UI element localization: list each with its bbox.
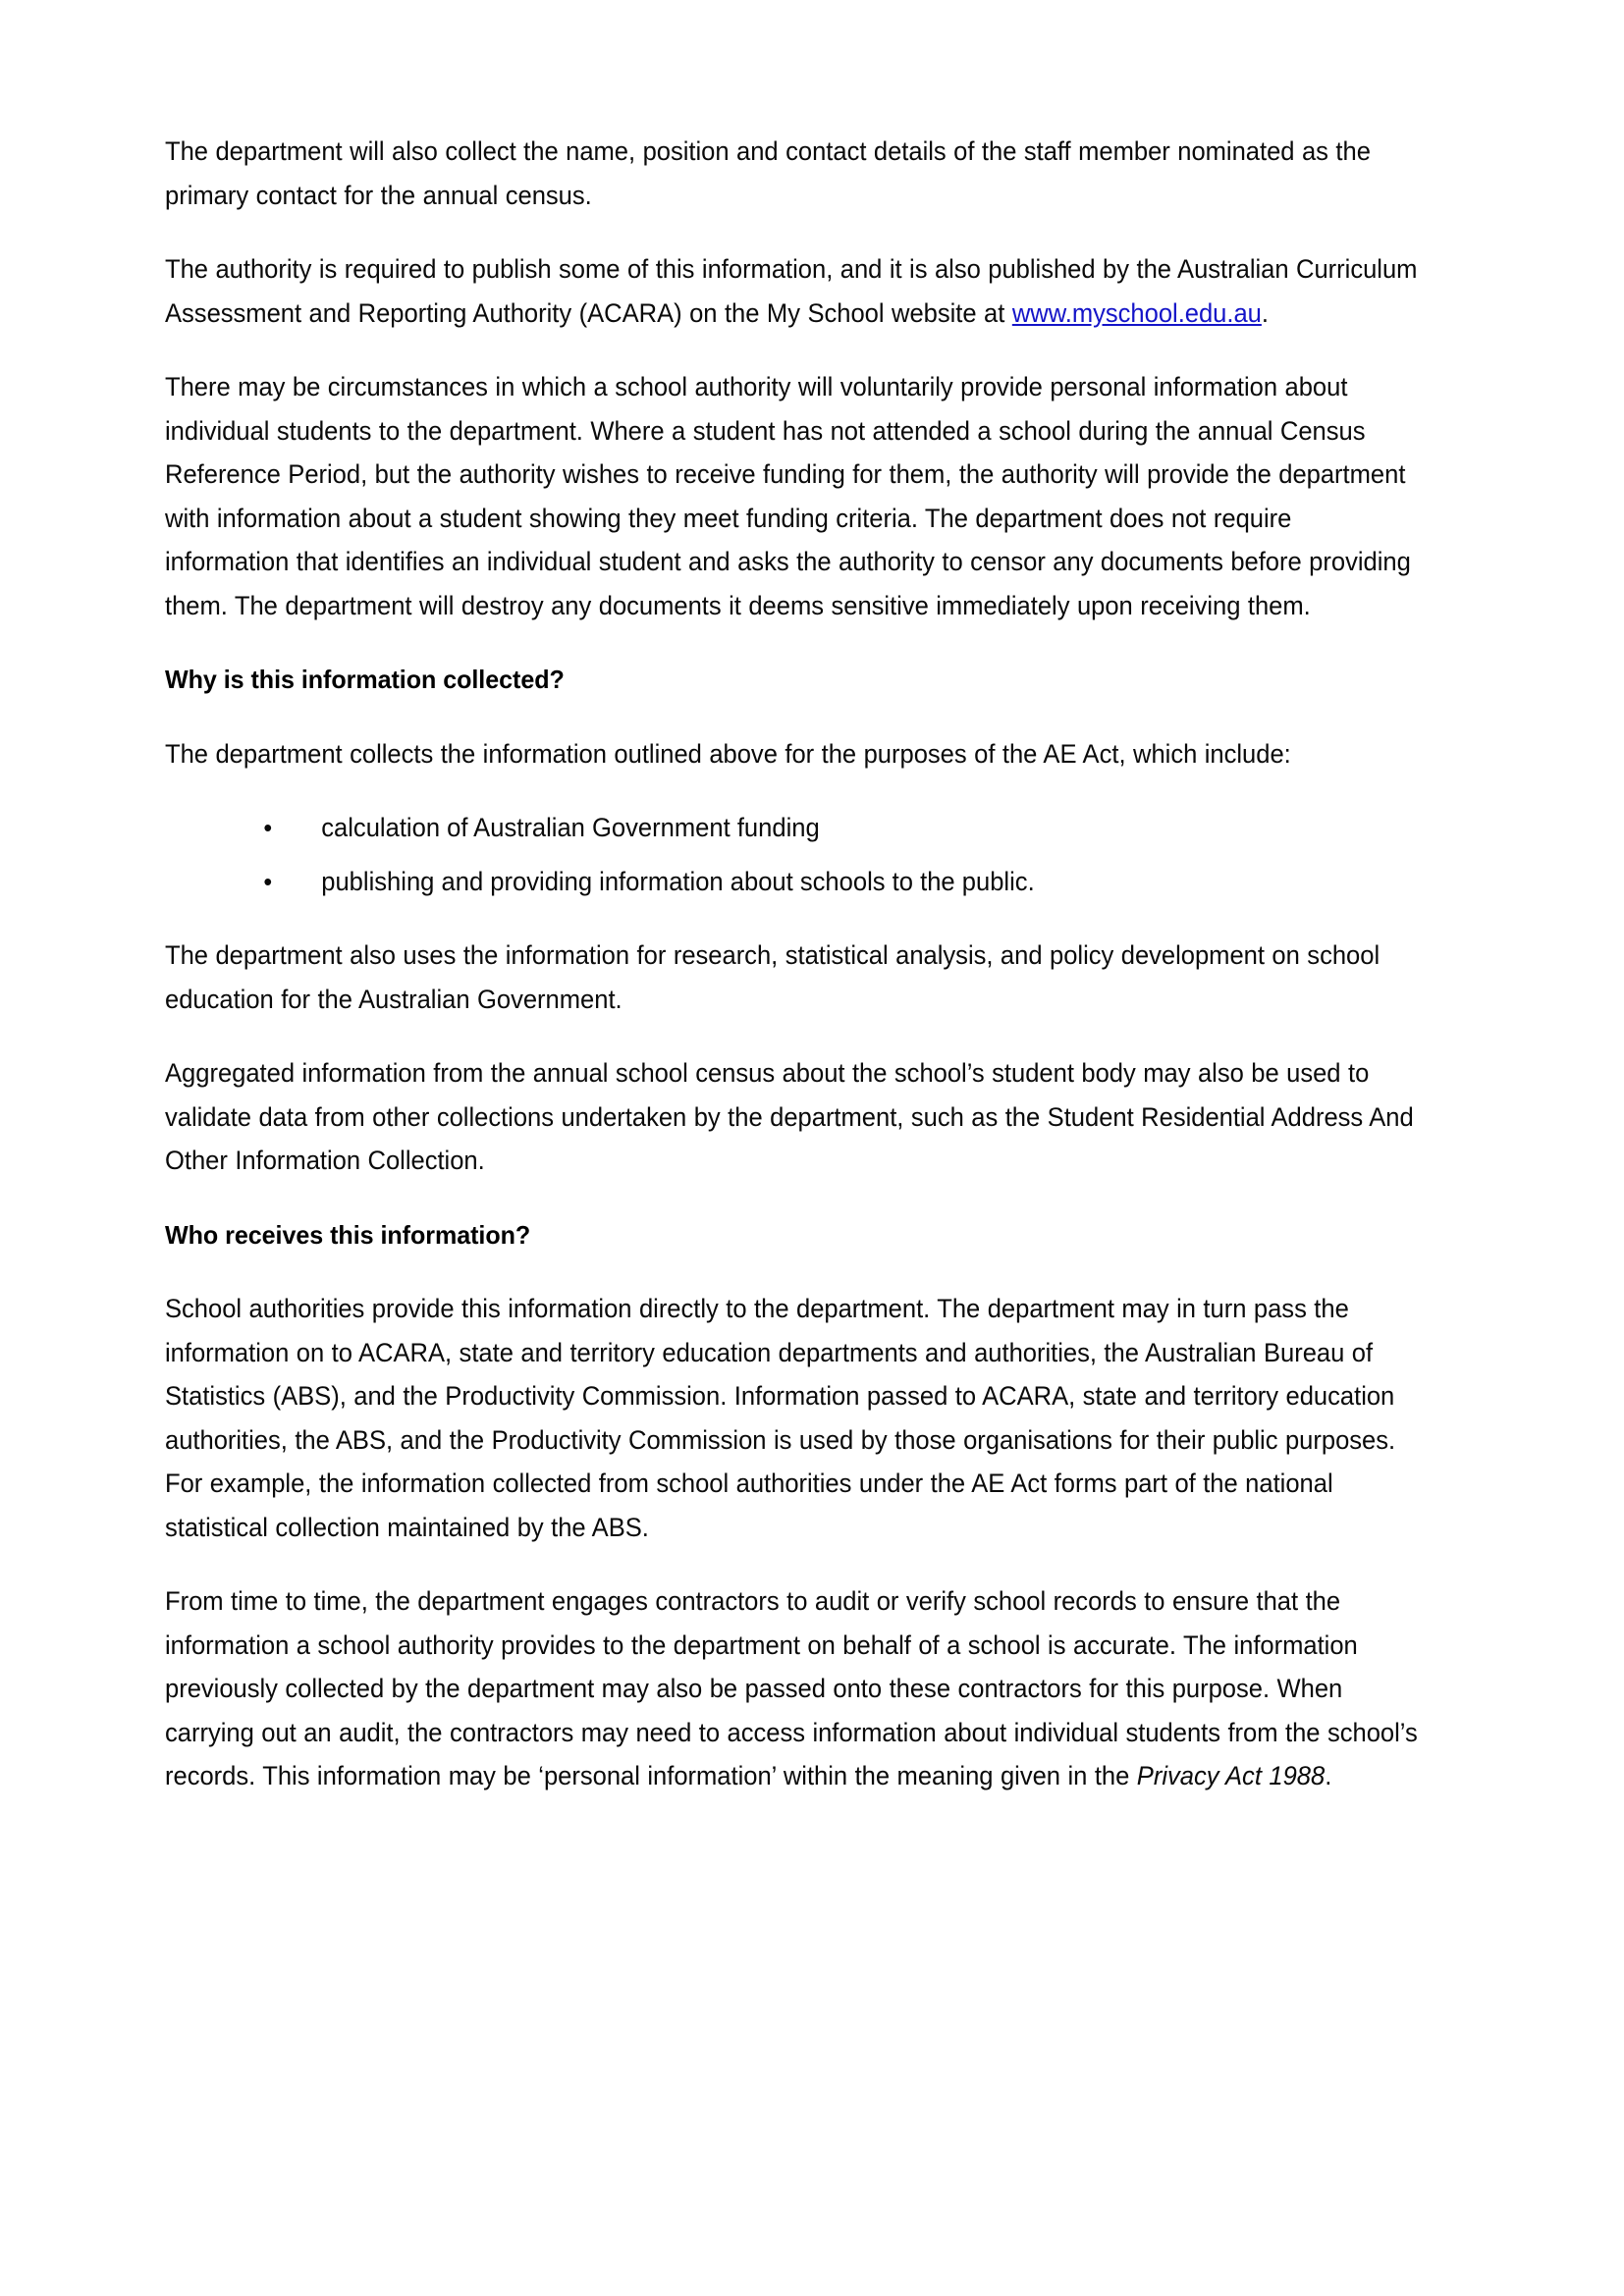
privacy-act-citation: Privacy Act 1988 xyxy=(1136,1761,1326,1790)
para-research-statistical-analysis: The department also uses the information for research, statistical analysis, and policy development on school education for the Australian Government. xyxy=(165,940,1380,1014)
para-contractors-audit-text-before: From time to time, the department engages contractors to audit or verify school records to ensure that the information a school authority provides to the department on behalf of a school is accurate. The information previously collected by the department may also be passed onto these contractors for this purpose. When carrying out an audit, the contractors may need to access information about individual students from the school’s records. This information may be ‘personal information’ within the meaning given in the xyxy=(165,1586,1418,1790)
para-contractors-audit-text-after: . xyxy=(1325,1761,1332,1790)
list-item xyxy=(165,860,1421,904)
heading-why-collected: Why is this information collected? xyxy=(165,665,565,694)
para-publish-myschool-text-before: The authority is required to publish some of this information, and it is also published by the Australian Curriculum Assessment and Reporting Authority (ACARA) on the My School website at xyxy=(165,254,1418,328)
para-publish-myschool xyxy=(165,247,1421,335)
list-item xyxy=(165,806,1421,850)
bullet-icon: • xyxy=(263,866,273,896)
list-item-label: calculation of Australian Government funding xyxy=(321,813,820,842)
bullet-icon: • xyxy=(263,813,273,842)
list-item-label: publishing and providing information about schools to the public. xyxy=(321,866,1035,896)
para-aggregated-information: Aggregated information from the annual school census about the school’s student body may also be used to validate data from other collections undertaken by the department, such as the Student Residential Address And Other Information Collection. xyxy=(165,1058,1414,1175)
para-recipients: School authorities provide this information directly to the department. The department may in turn pass the information on to ACARA, state and territory education departments and authorities, the Australian Bureau of Statistics (ABS), and the Productivity Commission. Information passed to ACARA, state and territory education authorities, the ABS, and the Productivity Commission is used by those organisations for their public purposes. For example, the information collected from school authorities under the AE Act forms part of the national statistical collection maintained by the ABS. xyxy=(165,1294,1396,1542)
para-voluntary-personal-information: There may be circumstances in which a school authority will voluntarily provide personal information about individual students to the department. Where a student has not attended a school during the annual Census Reference Period, but the authority wishes to receive funding for them, the authority will provide the department with information about a student showing they meet funding criteria. The department does not require information that identifies an individual student and asks the authority to censor any documents before providing them. The department will destroy any documents it deems sensitive immediately upon receiving them. xyxy=(165,372,1411,620)
para-purposes-ae-act: The department collects the information outlined above for the purposes of the AE Act, which include: xyxy=(165,738,1291,769)
myschool-website-link[interactable]: www.myschool.edu.au xyxy=(1011,297,1262,328)
para-publish-myschool-text-after: . xyxy=(1261,297,1269,328)
list-collection-purposes xyxy=(165,806,1466,903)
document-body xyxy=(165,130,1466,1798)
para-contractors-audit xyxy=(165,1579,1421,1798)
para-staff-contact: The department will also collect the name, position and contact details of the staff member nominated as the primary contact for the annual census. xyxy=(165,136,1371,210)
heading-who-receives: Who receives this information? xyxy=(165,1219,531,1250)
